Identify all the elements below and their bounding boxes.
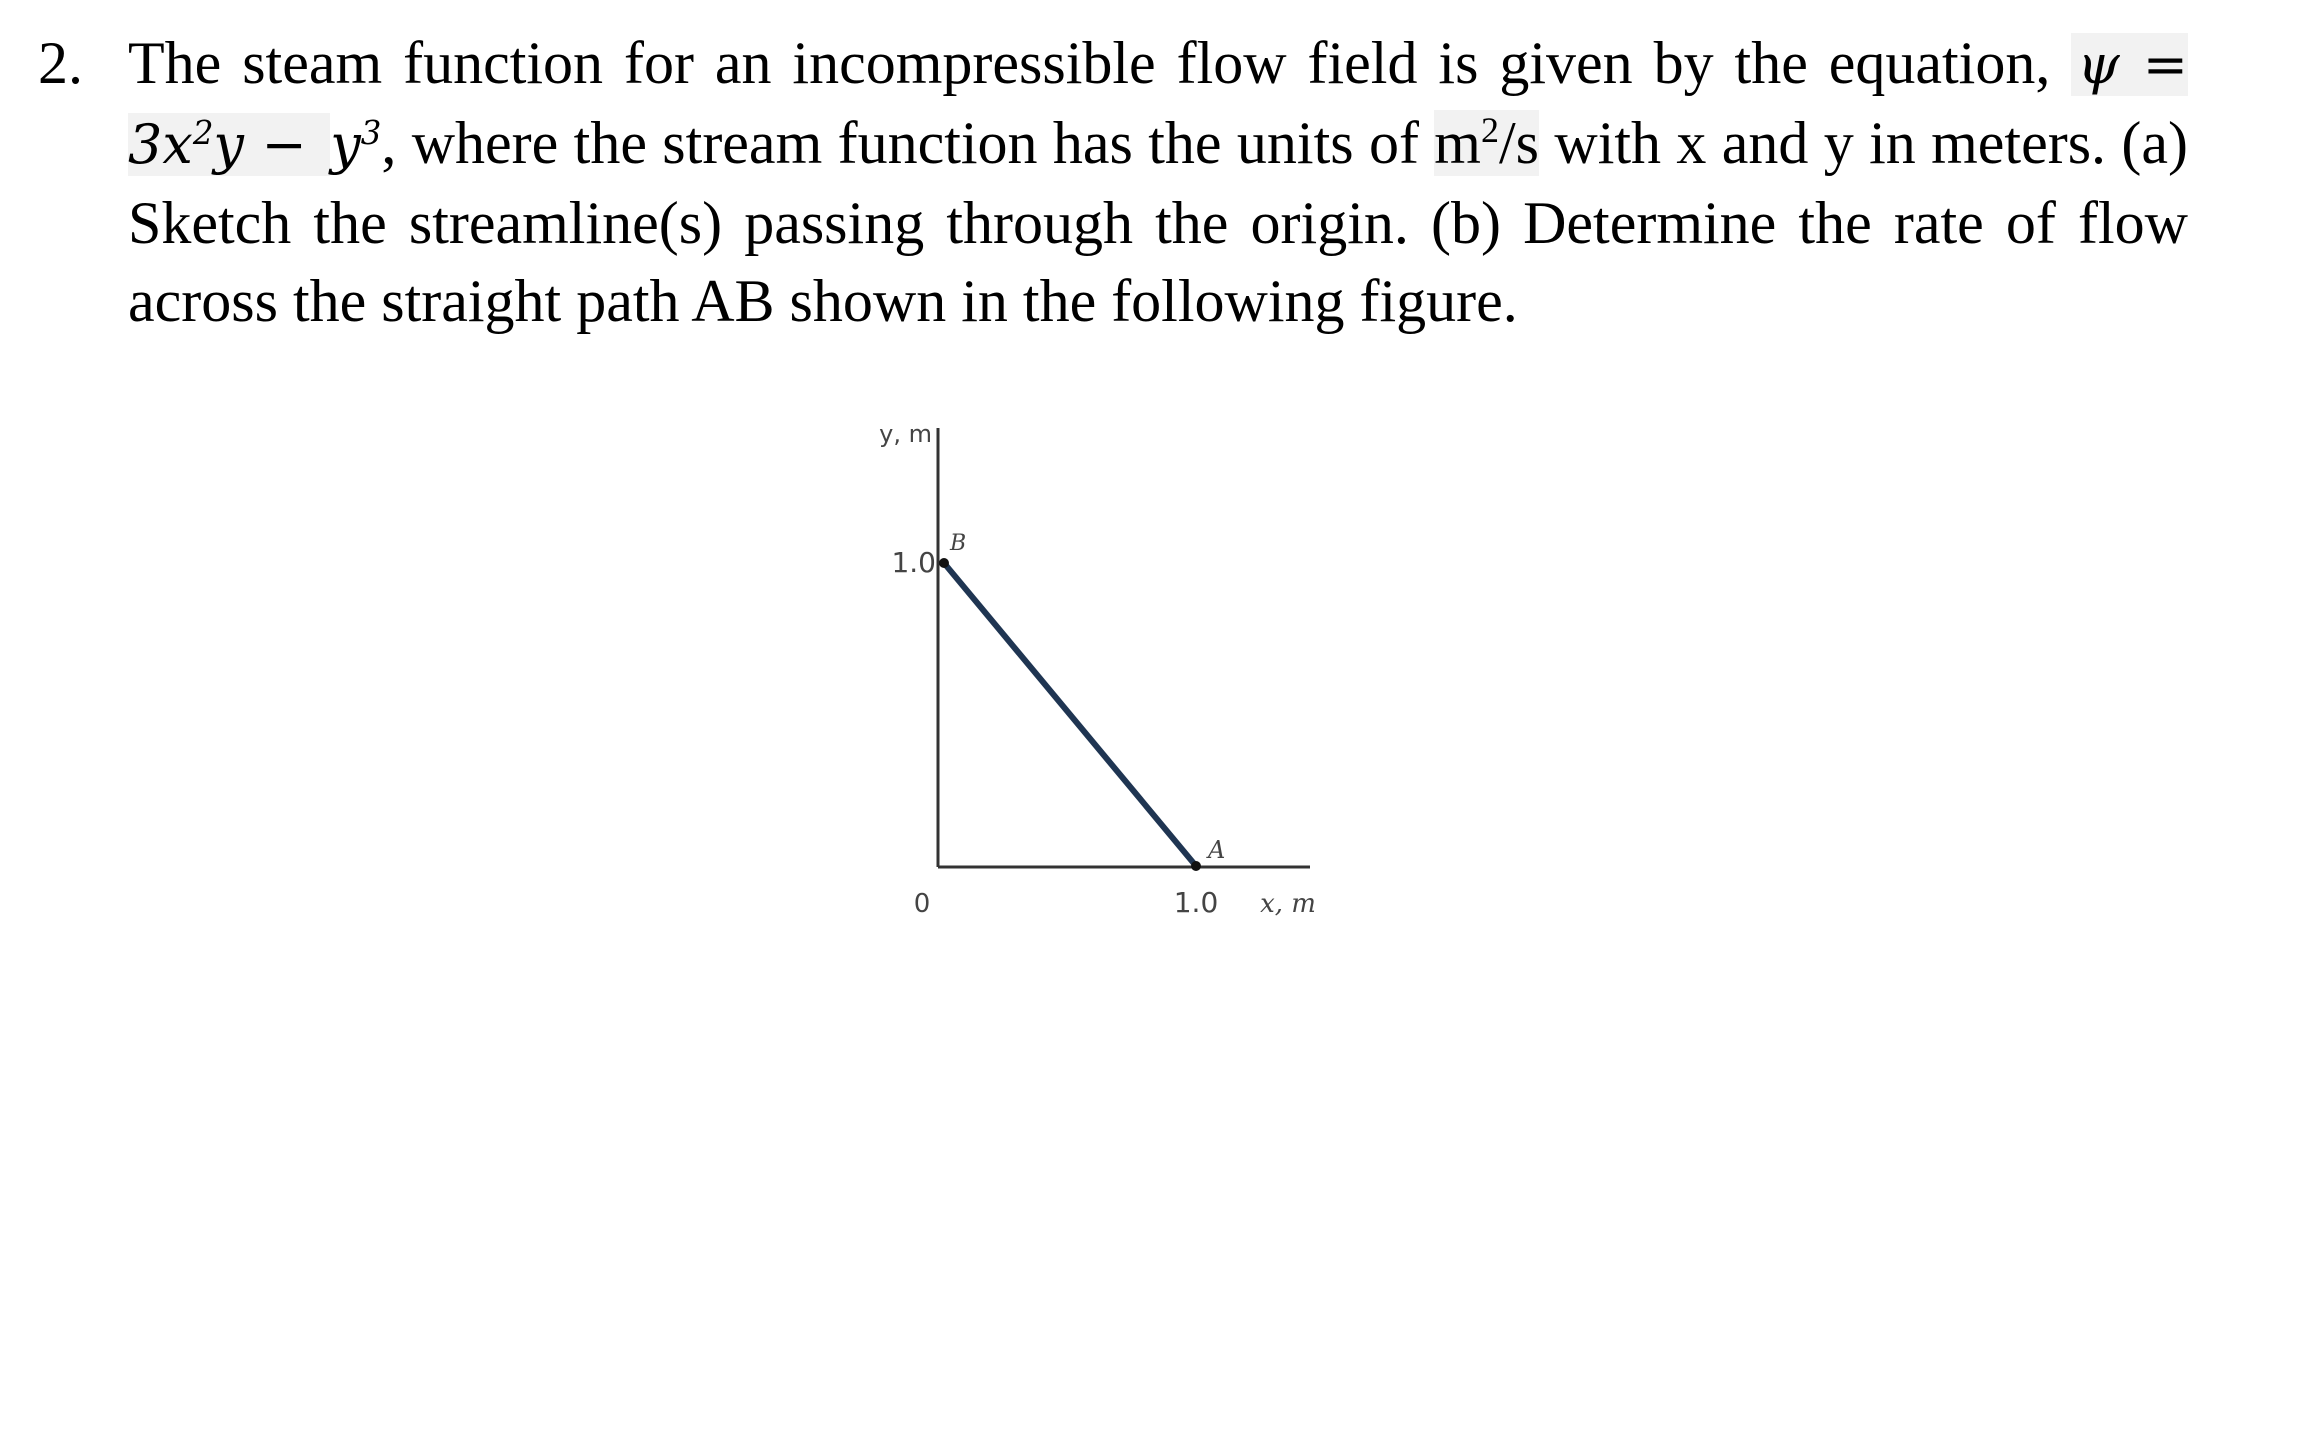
equation-exponent-a: 2 [192,114,214,152]
point-a-label: A [1208,836,1226,864]
equation-term-b: y − [213,113,325,176]
question-text [128,24,2188,340]
question-text-part3: with x and y in meters. (a) Sketch the streamline(s) passing through the origin. (b) Determine the rate of flow across the straight path AB shown in the following figure. [128,110,2188,334]
path-ab [944,563,1196,866]
point-b-label: B [950,531,967,556]
equation-exponent-c: 3 [360,114,382,152]
units-exponent: 2 [1480,110,1499,150]
equation-lhs: ψ [2077,33,2120,96]
point-a-marker [1191,861,1201,871]
equation-term-c-wrap [330,113,381,176]
units-base: m [1434,110,1481,176]
units [1434,110,1539,176]
x-tick-label: 1.0 [1173,886,1219,919]
point-b-marker [939,558,949,568]
question-number: 2. [38,30,83,96]
units-tail: /s [1498,110,1539,176]
question-block [38,24,2188,340]
question-text-part2: , where the stream function has the units of [381,110,1435,176]
x-axis-label: x, m [1260,889,1316,919]
equation-term-a: 3x [128,113,193,176]
equation-equals: = [2119,33,2188,96]
y-tick-label: 1.0 [891,546,936,579]
y-axis-label: y, m [879,420,932,448]
equation-term-c: y [330,113,361,176]
question-text-part1: The steam function for an incompressible flow field is given by the equation, [128,30,2072,96]
origin-label: 0 [913,889,931,919]
